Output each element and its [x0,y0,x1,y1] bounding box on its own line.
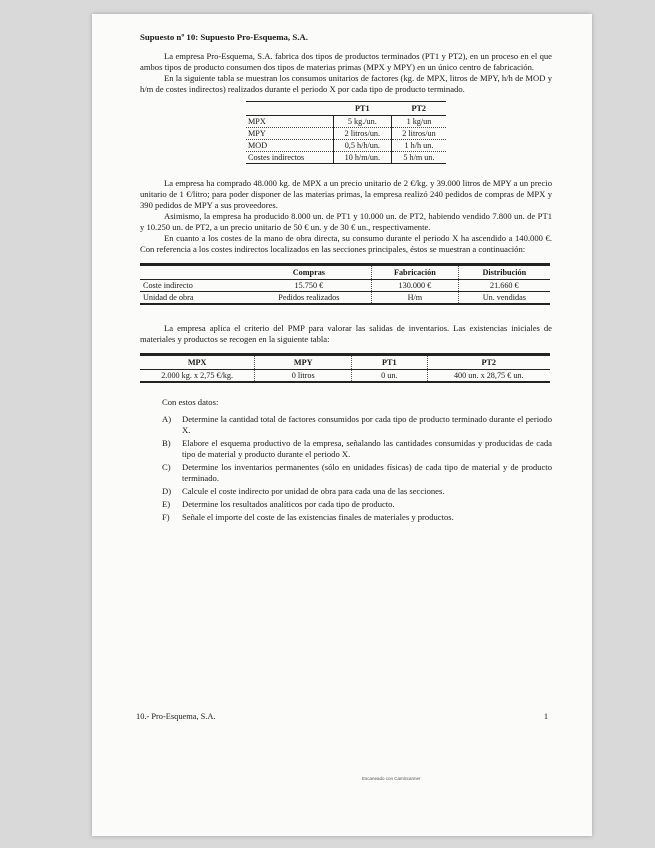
footer-title: 10.- Pro-Esquema, S.A. [136,712,216,721]
question-text: Elabore el esquema productivo de la empresa, señalando las cantidades consumidas y producidas de cada tipo de material y producto durante el periodo X. [182,438,552,459]
question-letter: D) [162,486,172,496]
page-number: 1 [543,712,548,721]
table-header: MPX [140,355,255,370]
table-header: PT1 [352,355,427,370]
table-cell: 130.000 € [372,280,459,292]
question-text: Señale el importe del coste de las existencias finales de materiales y productos. [182,512,454,522]
list-item [162,438,552,460]
table-cell: Un. vendidas [458,292,550,305]
table-cell: 400 un. x 28,75 € un. [427,370,550,383]
table-cell: Coste indirecto [140,280,247,292]
table-cell: Pedidos realizados [247,292,372,305]
table-row [246,152,446,164]
scanner-watermark: Escaneado con CamScanner [362,776,421,781]
table-cell: 5 h/m un. [391,152,446,164]
question-text: Determine los inventarios permanentes (sólo en unidades físicas) de cada tipo de material y de producto terminado. [182,462,552,483]
initial-stock-table [140,353,550,383]
paragraph-consumption: En la siguiente tabla se muestran los consumos unitarios de factores (kg. de MPX, litros de MPY, h/h de MOD y h/m de costes indirectos) realizados durante el periodo X por cada tipo de producto terminado. [140,73,552,94]
table-cell: MPY [246,128,333,140]
table-cell: 0 un. [352,370,427,383]
question-letter: B) [162,438,171,448]
table-cell: MPX [246,116,333,128]
table-row [140,370,550,383]
table-row [246,128,446,140]
table-header [246,102,333,116]
question-text: Calcule el coste indirecto por unidad de obra para cada una de las secciones. [182,486,445,496]
list-item [162,512,552,523]
list-item [162,486,552,497]
table-row [140,280,550,292]
table-header: Compras [247,265,372,280]
table-header: MPY [255,355,352,370]
question-letter: E) [162,499,171,509]
table-cell: H/m [372,292,459,305]
paragraph-inventory-criteria: La empresa aplica el criterio del PMP para valorar las salidas de inventarios. Las existencias iniciales de materiales y productos se recogen en la siguiente tabla: [140,323,552,344]
table-row [246,116,446,128]
consumption-table [246,101,446,164]
list-item [162,462,552,484]
table-header: PT2 [427,355,550,370]
table-cell: 2 litros/un. [333,128,391,140]
question-text: Determine los resultados analíticos por cada tipo de producto. [182,499,395,509]
table-cell: 0,5 h/h/un. [333,140,391,152]
table-row [246,140,446,152]
list-item [162,499,552,510]
question-letter: C) [162,462,171,472]
table-cell: Costes indirectos [246,152,333,164]
table-row [140,292,550,305]
table-cell: 5 kg./un. [333,116,391,128]
paragraph-labour: En cuanto a los costes de la mano de obra directa, su consumo durante el periodo X ha ascendido a 140.000 €. Con referencia a los costes indirectos localizados en las secciones principales, éstos se muestran a continuación: [140,233,552,254]
table-cell: 15.750 € [247,280,372,292]
document-title: Supuesto nº 10: Supuesto Pro-Esquema, S.A. [140,32,308,42]
question-text: Determine la cantidad total de factores consumidos por cada tipo de producto terminado durante el periodo X. [182,414,552,435]
list-item [162,414,552,436]
paragraph-intro: La empresa Pro-Esquema, S.A. fabrica dos tipos de productos terminados (PT1 y PT2), en un proceso en el que ambos tipos de producto consumen dos tipos de materias primas (MPX y MPY) en un único centro de fabricación. [140,51,552,72]
table-header: Distribución [458,265,550,280]
question-letter: A) [162,414,172,424]
table-cell: 2.000 kg. x 2,75 €/kg. [140,370,255,383]
questions-list [140,414,552,523]
document-page [92,14,592,836]
paragraph-purchases: La empresa ha comprado 48.000 kg. de MPX a un precio unitario de 2 €/kg. y 39.000 litros de MPY a un precio unitario de 1 €/litro; para poder disponer de las materias primas, la empresa realizó 240 pedidos de compras de MPX y 390 pedidos de MPY a sus proveedores. [140,178,552,210]
table-cell: 0 litros [255,370,352,383]
table-cell: 1 h/h un. [391,140,446,152]
question-letter: F) [162,512,170,522]
table-header [140,265,247,280]
paragraph-production: Asimismo, la empresa ha producido 8.000 un. de PT1 y 10.000 un. de PT2, habiendo vendido 7.800 un. de PT1 y 10.250 un. de PT2, a un precio unitario de 50 € un. y de 30 € un., respectivamente. [140,211,552,232]
sections-table [140,263,550,305]
table-cell: 10 h/m/un. [333,152,391,164]
table-cell: Unidad de obra [140,292,247,305]
table-header: PT2 [391,102,446,116]
table-cell: MOD [246,140,333,152]
table-cell: 21.660 € [458,280,550,292]
table-cell: 1 kg/un [391,116,446,128]
table-cell: 2 litros/un [391,128,446,140]
data-intro: Con estos datos: [162,397,219,407]
document-content [140,32,552,525]
table-header: Fabricación [372,265,459,280]
table-header: PT1 [333,102,391,116]
